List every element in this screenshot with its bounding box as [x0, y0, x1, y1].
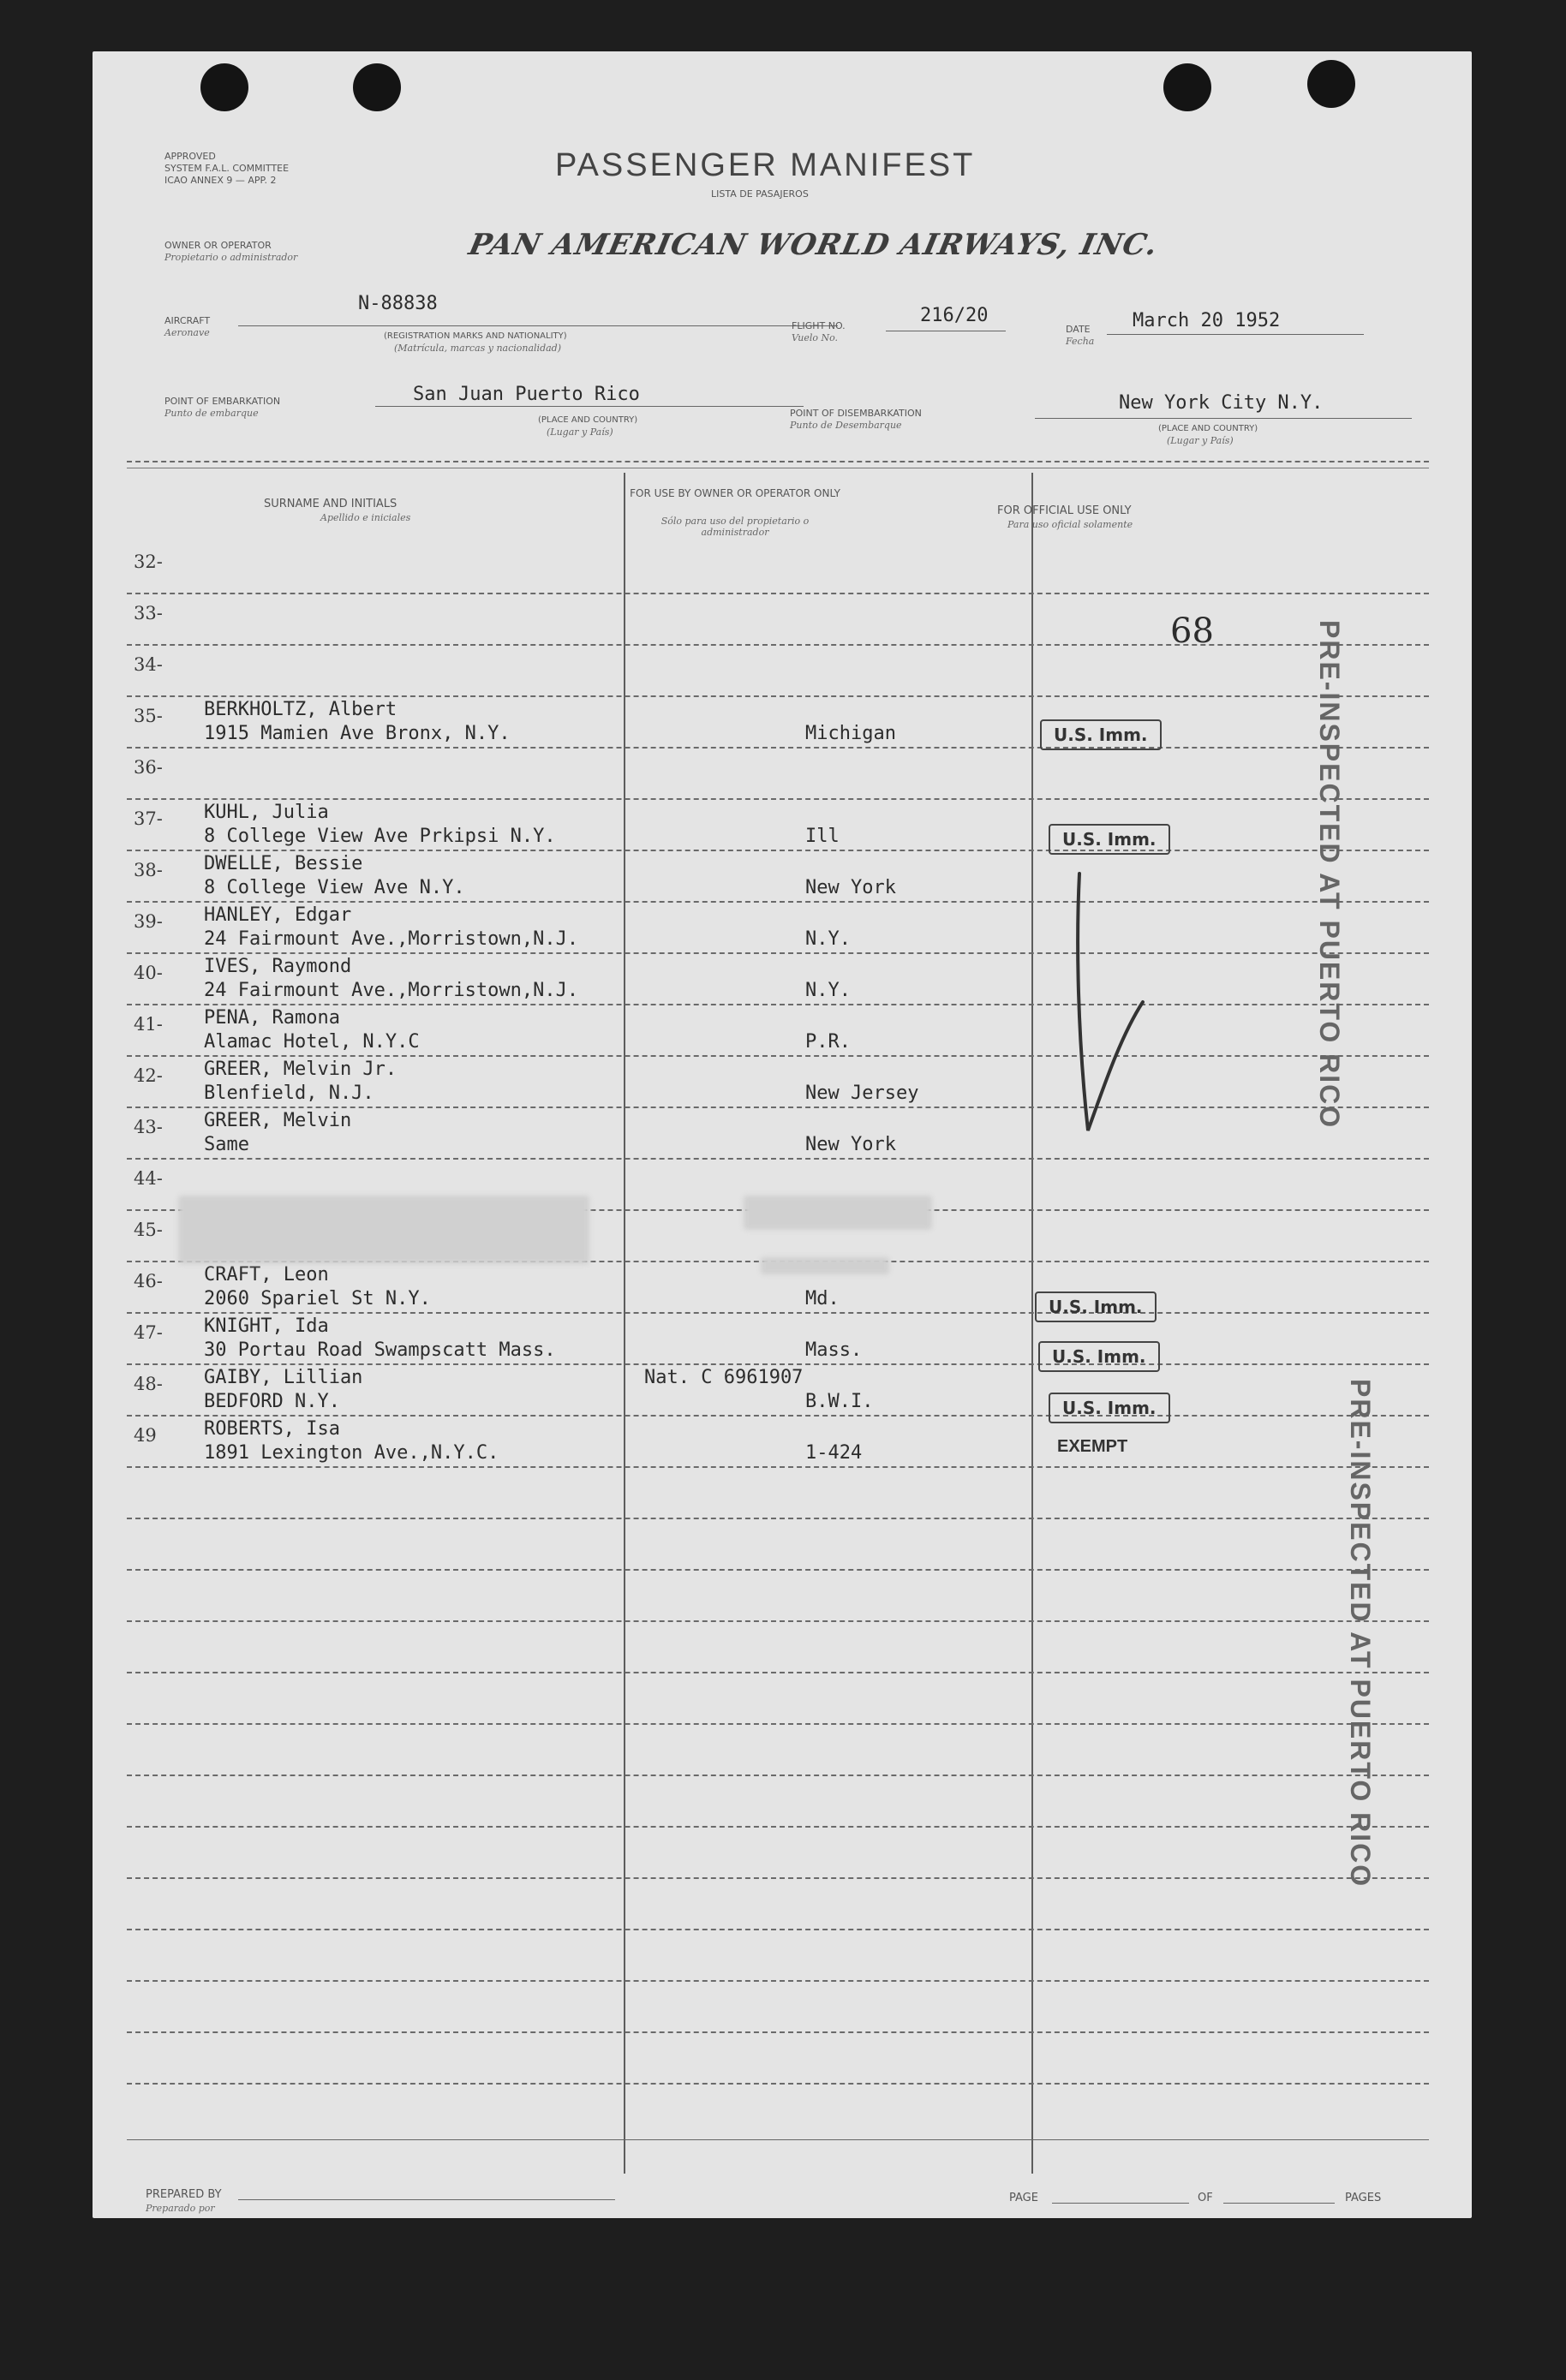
passenger-name: DWELLE, Bessie	[204, 853, 363, 874]
disembark-value: New York City N.Y.	[1119, 392, 1324, 414]
passenger-address: Alamac Hotel, N.Y.C	[204, 1031, 420, 1053]
row-rule	[127, 850, 1429, 851]
owner-label: OWNER OR OPERATOR	[164, 240, 272, 251]
redacted-entry	[761, 1257, 889, 1274]
column-divider-2	[1031, 473, 1033, 2174]
passenger-name: HANLEY, Edgar	[204, 904, 352, 926]
passenger-address: Blenfield, N.J.	[204, 1083, 374, 1104]
disembark-caption: (PLACE AND COUNTRY)	[1158, 424, 1258, 433]
passenger-origin: New York	[805, 1134, 896, 1155]
row-number: 32-	[134, 552, 163, 572]
passenger-name: IVES, Raymond	[204, 956, 352, 977]
date-value: March 20 1952	[1133, 310, 1281, 331]
col-owner-header: FOR USE BY OWNER OR OPERATOR ONLY	[630, 487, 840, 499]
pages-label: PAGES	[1345, 2192, 1382, 2204]
row-number: 35-	[134, 706, 163, 726]
passenger-address: 24 Fairmount Ave.,Morristown,N.J.	[204, 980, 579, 1001]
passenger-origin: Nat. C 6961907	[644, 1367, 804, 1388]
row-number: 33-	[134, 603, 163, 623]
embark-sub: Punto de embarque	[164, 408, 259, 419]
row-rule	[127, 695, 1429, 697]
row-number: 41-	[134, 1014, 163, 1035]
punch-hole-icon	[200, 63, 248, 111]
of-label: OF	[1198, 2192, 1213, 2204]
row-number: 44-	[134, 1168, 163, 1189]
passenger-name: BERKHOLTZ, Albert	[204, 699, 397, 720]
disembark-caption-sub: (Lugar y País)	[1167, 435, 1234, 446]
date-sub: Fecha	[1066, 336, 1095, 347]
passenger-origin: N.Y.	[805, 980, 851, 1001]
passenger-name: ROBERTS, Isa	[204, 1418, 340, 1440]
page-title: PASSENGER MANIFEST	[555, 147, 976, 183]
passenger-address: 24 Fairmount Ave.,Morristown,N.J.	[204, 928, 579, 950]
passenger-name: KUHL, Julia	[204, 802, 329, 823]
row-rule	[127, 1415, 1429, 1417]
row-rule	[127, 1569, 1429, 1571]
passenger-name: GREER, Melvin	[204, 1110, 352, 1131]
prepared-underline	[238, 2199, 615, 2200]
row-number: 47-	[134, 1322, 163, 1343]
immigration-stamp: U.S. Imm.	[1035, 1291, 1157, 1322]
row-rule	[127, 2083, 1429, 2085]
page-title-sub: LISTA DE PASAJEROS	[711, 188, 809, 200]
immigration-stamp: U.S. Imm.	[1038, 1341, 1160, 1372]
immigration-stamp: U.S. Imm.	[1049, 1393, 1170, 1423]
date-underline	[1107, 334, 1364, 335]
row-number: 43-	[134, 1117, 163, 1137]
row-rule	[127, 1363, 1429, 1365]
passenger-address: 2060 Spariel St N.Y.	[204, 1288, 431, 1309]
passenger-name: PENA, Ramona	[204, 1007, 340, 1029]
row-rule	[127, 1004, 1429, 1005]
passenger-address: 8 College View Ave N.Y.	[204, 877, 465, 898]
embark-caption: (PLACE AND COUNTRY)	[538, 415, 638, 425]
row-rule	[127, 1826, 1429, 1828]
passenger-origin: New York	[805, 877, 896, 898]
row-rule	[127, 901, 1429, 903]
disembark-underline	[1035, 418, 1412, 419]
row-rule	[127, 747, 1429, 749]
col-official-header: FOR OFFICIAL USE ONLY	[997, 504, 1132, 517]
column-divider-1	[624, 473, 625, 2174]
row-number: 37-	[134, 808, 163, 829]
check-mark-icon	[1069, 865, 1155, 1156]
passenger-origin: Mass.	[805, 1339, 863, 1361]
embark-caption-sub: (Lugar y País)	[547, 426, 613, 438]
immigration-stamp: U.S. Imm.	[1040, 719, 1162, 750]
passenger-origin: Ill	[805, 826, 840, 847]
embark-value: San Juan Puerto Rico	[413, 384, 640, 405]
row-rule	[127, 2031, 1429, 2033]
embark-label: POINT OF EMBARKATION	[164, 396, 281, 407]
row-rule	[127, 1980, 1429, 1982]
redacted-entry	[744, 1196, 932, 1230]
passenger-origin: Md.	[805, 1288, 840, 1309]
flight-value: 216/20	[920, 305, 989, 326]
punch-hole-icon	[353, 63, 401, 111]
embark-underline	[375, 406, 804, 407]
row-rule	[127, 1929, 1429, 1930]
row-rule	[127, 1723, 1429, 1725]
passenger-origin: 1-424	[805, 1442, 863, 1464]
immigration-stamp: U.S. Imm.	[1049, 824, 1170, 855]
approved-line-3: ICAO ANNEX 9 — APP. 2	[164, 175, 277, 186]
passenger-origin: New Jersey	[805, 1083, 919, 1104]
header-rule	[127, 461, 1429, 462]
passenger-address: 1891 Lexington Ave.,N.Y.C.	[204, 1442, 499, 1464]
row-rule	[127, 798, 1429, 800]
preinspected-stamp-1: PRE-INSPECTED AT PUERTO RICO	[1314, 620, 1345, 1130]
disembark-sub: Punto de Desembarque	[790, 420, 902, 431]
aircraft-sub: Aeronave	[164, 327, 210, 338]
exempt-label: EXEMPT	[1057, 1437, 1128, 1456]
passenger-address: 1915 Mamien Ave Bronx, N.Y.	[204, 723, 511, 744]
passenger-name: GAIBY, Lillian	[204, 1367, 363, 1388]
passenger-address: 30 Portau Road Swampscatt Mass.	[204, 1339, 556, 1361]
punch-hole-icon	[1307, 60, 1355, 108]
passenger-origin: P.R.	[805, 1031, 851, 1053]
of-underline	[1223, 2203, 1335, 2204]
row-rule	[127, 1466, 1429, 1468]
row-rule	[127, 644, 1429, 646]
row-rule	[127, 1877, 1429, 1879]
passenger-name: CRAFT, Leon	[204, 1264, 329, 1285]
passenger-address: 8 College View Ave Prkipsi N.Y.	[204, 826, 556, 847]
aircraft-caption-sub: (Matrícula, marcas y nacionalidad)	[394, 343, 561, 354]
prepared-sub: Preparado por	[146, 2203, 215, 2214]
row-number: 39-	[134, 911, 163, 932]
col-official-header-sub: Para uso oficial solamente	[1007, 519, 1133, 530]
airline-name: PAN AMERICAN WORLD AIRWAYS, INC.	[465, 228, 1162, 262]
passenger-name: GREER, Melvin Jr.	[204, 1059, 397, 1080]
flight-sub: Vuelo No.	[792, 332, 839, 343]
row-number: 46-	[134, 1271, 163, 1291]
page-label: PAGE	[1009, 2192, 1038, 2204]
passenger-name: KNIGHT, Ida	[204, 1315, 329, 1337]
row-number: 48-	[134, 1374, 163, 1394]
row-number: 36-	[134, 757, 163, 778]
row-number: 34-	[134, 654, 163, 675]
col-name-header-sub: Apellido e iniciales	[320, 512, 411, 523]
row-rule	[127, 952, 1429, 954]
aircraft-caption: (REGISTRATION MARKS AND NATIONALITY)	[384, 331, 567, 341]
preinspected-stamp-2: PRE-INSPECTED AT PUERTO RICO	[1345, 1379, 1376, 1888]
redacted-entry	[178, 1196, 589, 1264]
prepared-label: PREPARED BY	[146, 2188, 222, 2201]
passenger-origin: Michigan	[805, 723, 896, 744]
passenger-origin-2: B.W.I.	[805, 1391, 874, 1412]
aircraft-underline	[238, 325, 838, 326]
page-underline	[1052, 2203, 1189, 2204]
col-name-header: SURNAME AND INITIALS	[264, 498, 397, 510]
date-label: DATE	[1066, 324, 1091, 335]
owner-sub: Propietario o administrador	[164, 252, 298, 263]
row-rule	[127, 1158, 1429, 1160]
footer-rule	[127, 2139, 1429, 2140]
row-number: 49	[134, 1425, 157, 1446]
passenger-origin: N.Y.	[805, 928, 851, 950]
flight-label: FLIGHT NO.	[792, 320, 846, 331]
row-number: 45-	[134, 1220, 163, 1240]
row-rule	[127, 593, 1429, 594]
disembark-label: POINT OF DISEMBARKATION	[790, 408, 922, 419]
row-rule	[127, 1312, 1429, 1314]
manifest-page	[93, 51, 1472, 2218]
approved-line-1: APPROVED	[164, 151, 216, 162]
punch-hole-icon	[1163, 63, 1211, 111]
row-rule	[127, 1672, 1429, 1673]
passenger-address: BEDFORD N.Y.	[204, 1391, 340, 1412]
col-owner-header-sub: Sólo para uso del propietario o administrador	[660, 516, 810, 538]
row-number: 42-	[134, 1065, 163, 1086]
aircraft-label: AIRCRAFT	[164, 315, 211, 326]
row-rule	[127, 1055, 1429, 1057]
approved-line-2: SYSTEM F.A.L. COMMITTEE	[164, 163, 290, 174]
row-number: 40-	[134, 963, 163, 983]
passenger-address: Same	[204, 1134, 249, 1155]
row-rule	[127, 1106, 1429, 1108]
official-number: 68	[1170, 611, 1214, 651]
row-number: 38-	[134, 860, 163, 880]
row-rule	[127, 1518, 1429, 1519]
row-rule	[127, 1620, 1429, 1622]
row-rule	[127, 1775, 1429, 1776]
aircraft-value: N-88838	[358, 293, 438, 314]
